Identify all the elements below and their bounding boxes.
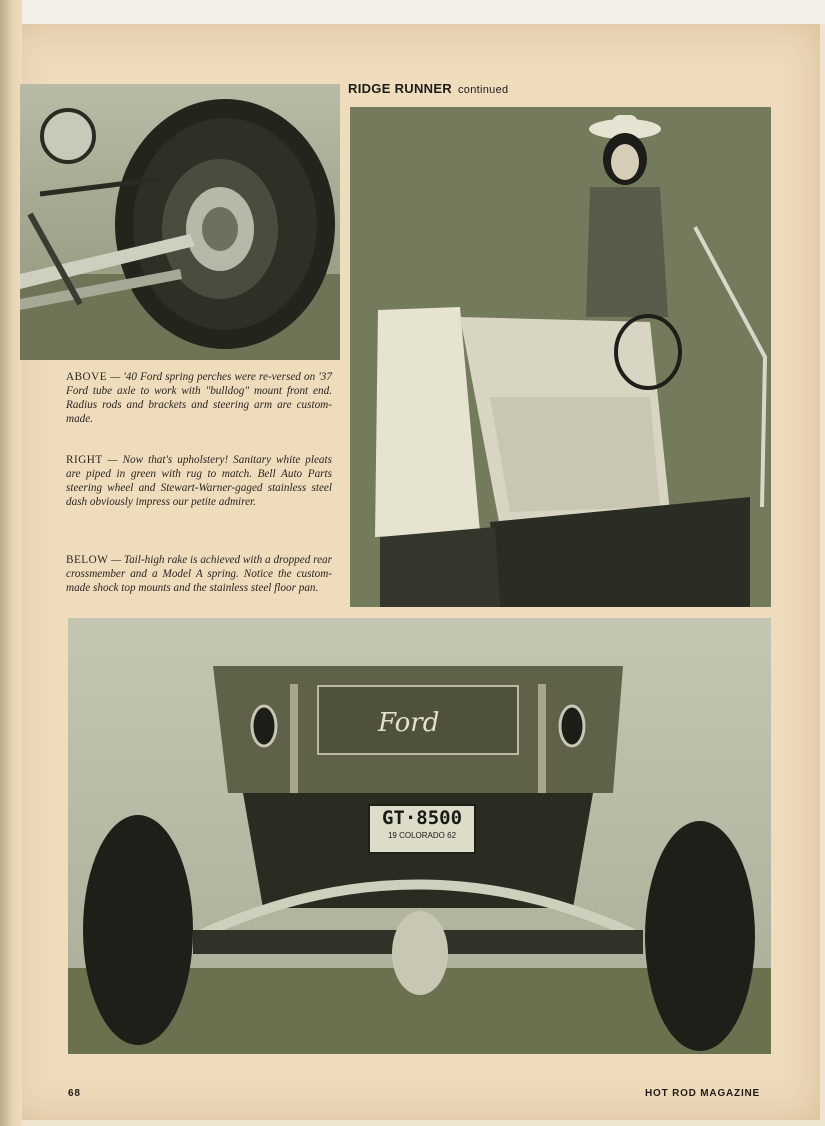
license-plate-state: 19 COLORADO 62	[387, 831, 457, 840]
article-header	[348, 81, 508, 96]
caption-right-lead: RIGHT	[66, 454, 103, 466]
page-top-edge	[0, 0, 825, 24]
caption-above-text: — '40 Ford spring perches were re-versed on '37 Ford tube axle to work with "bulldog" mount front end. Radius rods and brackets and steering arm are custom-made.	[66, 371, 332, 425]
photo-rear-view	[68, 618, 771, 1054]
caption-below-text: — Tail-high rake is achieved with a dropped rear crossmember and a Model A spring. Notice the custom-made shock top mounts and the stainless steel floor pan.	[66, 554, 332, 594]
front-axle-illustration	[20, 84, 340, 360]
license-plate-number: GT·8500	[381, 807, 463, 829]
caption-below	[66, 553, 332, 595]
upholstery-illustration	[350, 107, 771, 607]
page-spine	[0, 0, 22, 1126]
license-plate	[368, 804, 476, 854]
caption-above-lead: ABOVE	[66, 371, 108, 383]
ford-emblem: Ford	[378, 708, 440, 738]
photo-upholstery	[350, 107, 771, 607]
magazine-name: HOT ROD MAGAZINE	[645, 1088, 761, 1099]
caption-above	[66, 370, 332, 426]
page-number: 68	[68, 1088, 81, 1099]
article-title: RIDGE RUNNER	[348, 81, 452, 96]
article-continued-label: continued	[458, 84, 509, 96]
caption-right-text: — Now that's upholstery! Sanitary white pleats are piped in green with rug to match. Bell Auto Parts steering wheel and Stewart-Warner-gaged stainless steel dash obviously impress our petite admirer.	[66, 454, 332, 508]
photo-front-axle	[20, 84, 340, 360]
caption-right	[66, 453, 332, 509]
caption-below-lead: BELOW	[66, 554, 109, 566]
